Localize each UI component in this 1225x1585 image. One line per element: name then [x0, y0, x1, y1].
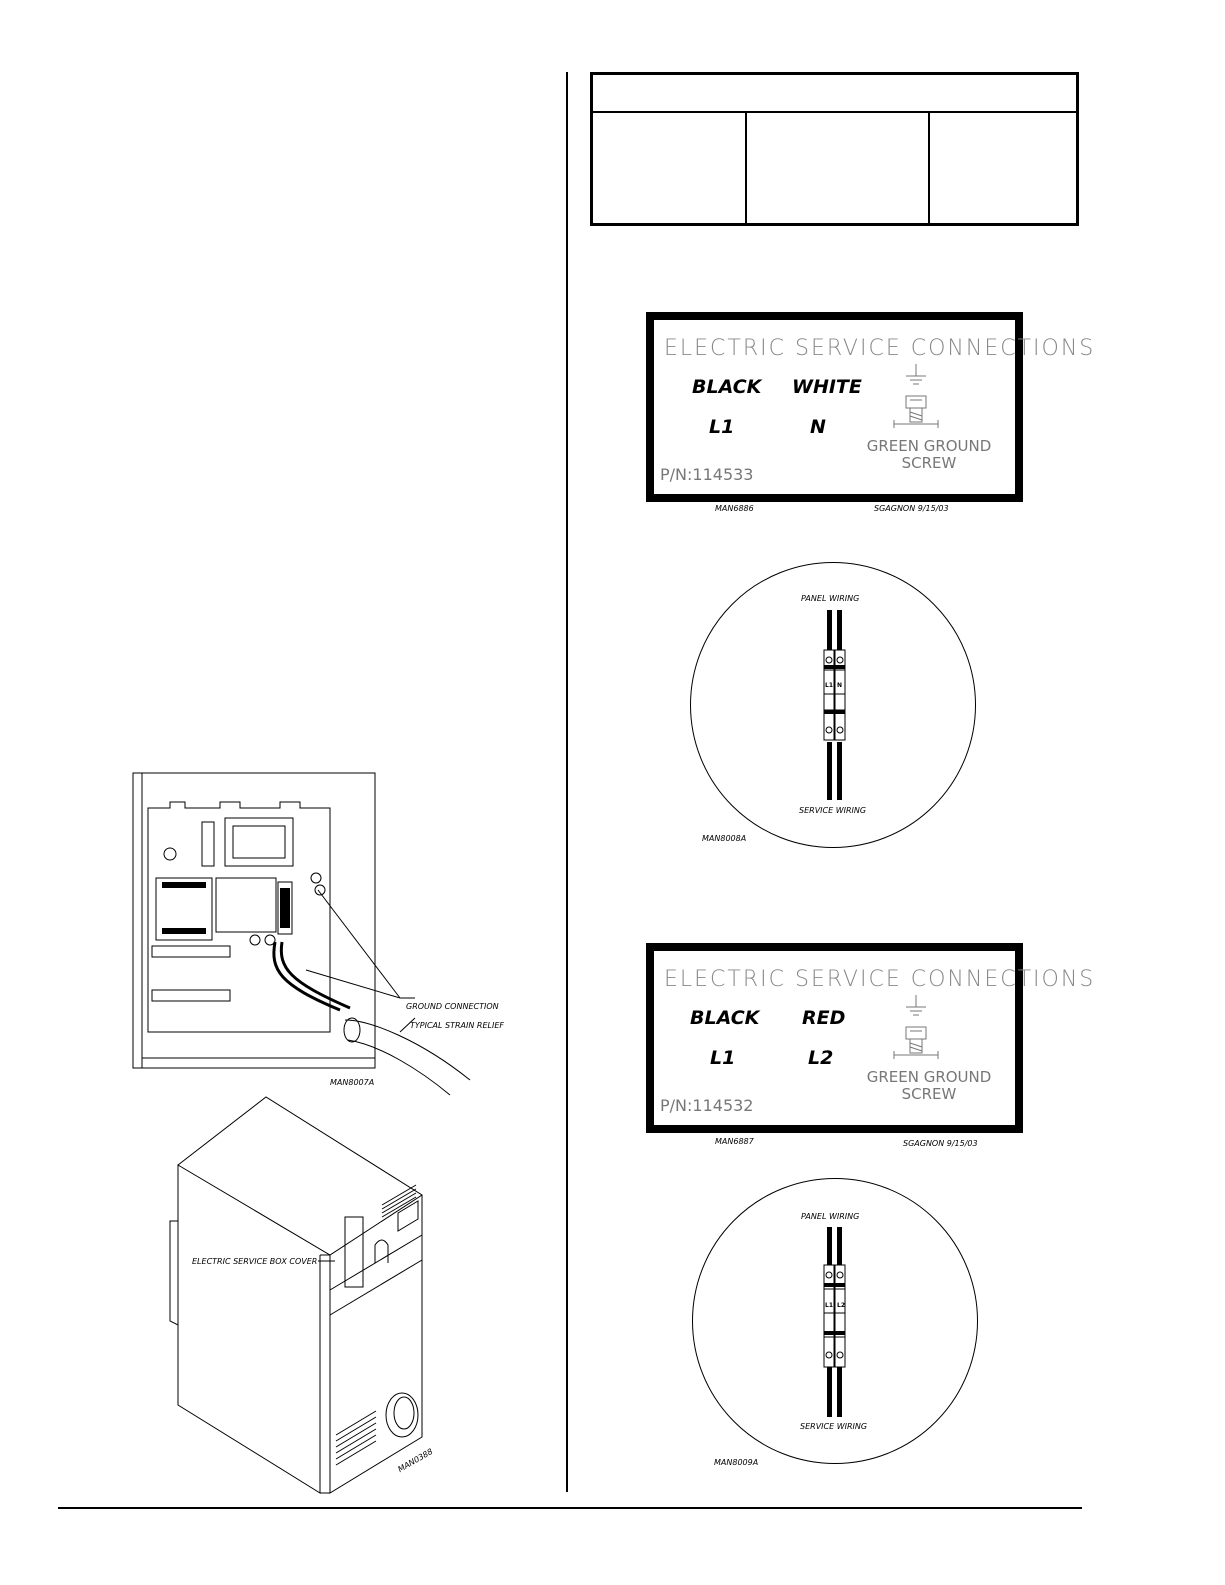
drawing-id: MAN6887 [715, 1137, 754, 1146]
service-box-illustration [130, 770, 530, 1110]
service-label-120v [646, 312, 1096, 502]
table-column-divider [745, 111, 747, 223]
terminal-n: N [837, 682, 843, 689]
drawing-id: MAN8009A [714, 1458, 759, 1467]
service-wiring-label: SERVICE WIRING [800, 1422, 868, 1431]
drawing-id: MAN0388 [396, 1446, 435, 1475]
service-wiring-label: SERVICE WIRING [799, 806, 867, 815]
table-column-divider [928, 111, 930, 223]
terminal-block-icon [816, 1227, 856, 1417]
wire-color-right: WHITE [792, 376, 862, 398]
terminal-l1: L1 [825, 682, 833, 689]
strain-relief-callout: TYPICAL STRAIN RELIEF [410, 1021, 504, 1030]
ground-screw-label [859, 438, 999, 472]
wire-color-left: BLACK [690, 1007, 760, 1029]
ground-connection-callout: GROUND CONNECTION [406, 1002, 499, 1011]
terminal-block-icon [816, 610, 856, 800]
terminal-right: L2 [808, 1047, 834, 1069]
terminal-left: L1 [710, 1047, 736, 1069]
panel-wiring-label: PANEL WIRING [801, 594, 860, 603]
terminal-right: N [810, 416, 826, 438]
footer-rule [58, 1507, 1082, 1509]
part-number: P/N:114533 [660, 465, 754, 484]
drawing-id: MAN8008A [702, 834, 747, 843]
cabinet-illustration [170, 1095, 430, 1495]
ground-label-line2: SCREW [901, 1085, 957, 1103]
terminal-l2: L2 [837, 1302, 845, 1309]
connection-table [590, 72, 1079, 226]
drafter-date: SGAGNON 9/15/03 [903, 1139, 978, 1148]
ground-screw-label [859, 1069, 999, 1103]
terminal-left: L1 [709, 416, 735, 438]
service-label-240v [646, 943, 1096, 1133]
terminal-l1: L1 [825, 1302, 833, 1309]
ground-label-line1: GREEN GROUND [866, 1068, 992, 1086]
ground-label-line1: GREEN GROUND [866, 437, 992, 455]
label-title: ELECTRIC SERVICE CONNECTIONS [664, 967, 1096, 992]
drafter-date: SGAGNON 9/15/03 [874, 504, 949, 513]
table-header-row [593, 75, 1076, 113]
panel-wiring-label: PANEL WIRING [801, 1212, 860, 1221]
wire-color-right: RED [802, 1007, 846, 1029]
wire-color-left: BLACK [692, 376, 762, 398]
column-divider [566, 72, 568, 1492]
part-number: P/N:114532 [660, 1096, 754, 1115]
drawing-id: MAN8007A [330, 1078, 375, 1087]
service-box-cover-callout: ELECTRIC SERVICE BOX COVER [192, 1257, 318, 1266]
drawing-id: MAN6886 [715, 504, 754, 513]
ground-label-line2: SCREW [901, 454, 957, 472]
label-title: ELECTRIC SERVICE CONNECTIONS [664, 336, 1096, 361]
